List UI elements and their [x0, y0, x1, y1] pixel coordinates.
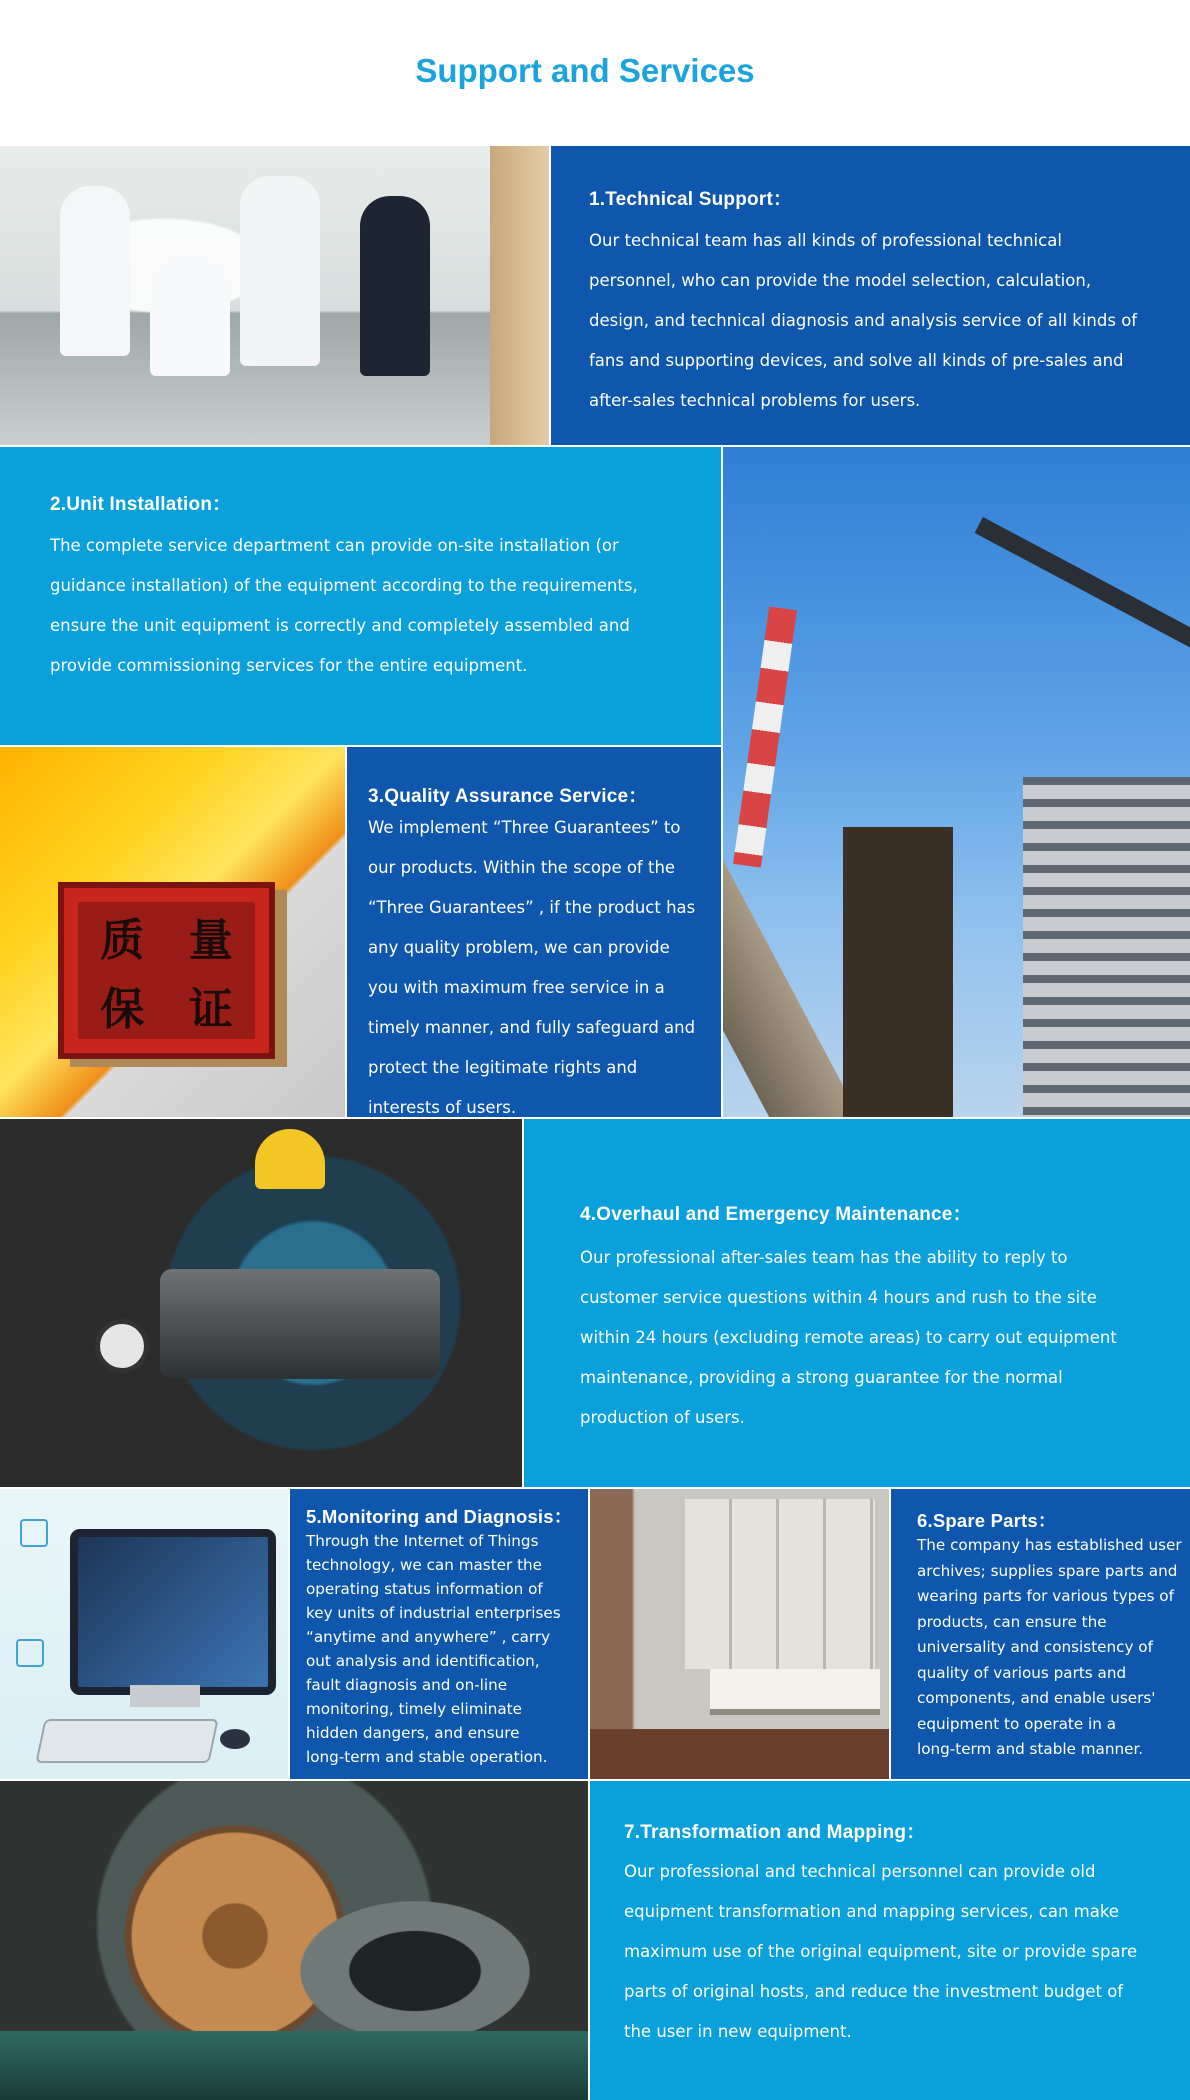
section-text-line: any quality problem, we can provide [368, 938, 670, 957]
section-text-line: key units of industrial enterprises [306, 1604, 561, 1622]
section-text-line: We implement “Three Guarantees” to [368, 818, 681, 837]
section-text-line: provide commissioning services for the entire equipment. [50, 656, 528, 675]
section-overhaul-maintenance [524, 1119, 1190, 1487]
seal-char: 量 [188, 915, 233, 967]
section-text-line: design, and technical diagnosis and analysis service of all kinds of [589, 311, 1138, 330]
section-spare-parts [891, 1489, 1190, 1779]
section-text-line: maintenance, providing a strong guarantee for the normal [580, 1368, 1063, 1387]
section-title: 4.Overhaul and Emergency Maintenance： [580, 1204, 972, 1225]
section-transformation-mapping [590, 1781, 1190, 2100]
section-monitoring-diagnosis [290, 1489, 588, 1779]
section-text-line: customer service questions within 4 hours and rush to the site [580, 1288, 1097, 1307]
section-text-line: equipment transformation and mapping services, can make [624, 1902, 1119, 1921]
section-text-line: products, can ensure the [917, 1612, 1107, 1631]
section-text-line: ensure the unit equipment is correctly and completely assembled and [50, 616, 630, 635]
seal-char: 保 [100, 983, 145, 1035]
section-text-line: The company has established user [917, 1536, 1182, 1554]
section-text-line: fault diagnosis and on-line [306, 1676, 508, 1694]
section-text-line: technology, we can master the [306, 1556, 542, 1574]
section-text-line: Through the Internet of Things [306, 1532, 539, 1550]
section-text-line: quality of various parts and [917, 1663, 1127, 1682]
section-text-line: protect the legitimate rights and [368, 1058, 638, 1077]
section-text-line: after-sales technical problems for users. [589, 391, 921, 410]
pump-casing-photo [0, 1781, 588, 2100]
computer-monitor-image [0, 1489, 288, 1779]
section-text-line: guidance installation) of the equipment according to the requirements, [50, 576, 638, 595]
section-text-line: production of users. [580, 1408, 745, 1427]
section-text-line: maximum use of the original equipment, site or provide spare [624, 1942, 1138, 1961]
archive-room-photo [590, 1489, 889, 1779]
section-text-line: long-term and stable operation. [306, 1748, 548, 1766]
section-technical-support [551, 146, 1190, 445]
section-text-line: interests of users. [368, 1098, 517, 1117]
seal-char: 证 [188, 983, 233, 1035]
section-text-line: wearing parts for various types of [917, 1587, 1174, 1605]
section-text-line: components, and enable users' [917, 1689, 1156, 1707]
quality-seal-block [58, 882, 275, 1059]
seal-char: 质 [100, 915, 145, 967]
section-text-line: “Three Guarantees” , if the product has [368, 898, 696, 917]
page-title: Support and Services [415, 52, 755, 89]
section-text-line: you with maximum free service in a [368, 978, 665, 997]
section-text-line: within 24 hours (excluding remote areas) to carry out equipment [580, 1328, 1117, 1347]
section-title: 2.Unit Installation： [50, 494, 232, 515]
section-text-line: equipment to operate in a [917, 1714, 1117, 1733]
section-text-line: our products. Within the scope of the [368, 858, 676, 877]
section-text-line: Our professional and technical personnel can provide old [624, 1862, 1096, 1881]
section-text-line: operating status information of [306, 1580, 543, 1598]
section-title: 6.Spare Parts： [917, 1510, 1057, 1531]
section-text-line: Our professional after-sales team has the ability to reply to [580, 1248, 1068, 1267]
section-text-line: long-term and stable manner. [917, 1740, 1144, 1758]
section-text-line: timely manner, and fully safeguard and [368, 1018, 696, 1037]
section-text-line: “anytime and anywhere” , carry [306, 1628, 551, 1646]
section-text-line: Our technical team has all kinds of professional technical [589, 231, 1062, 250]
section-text-line: archives; supplies spare parts and [917, 1561, 1178, 1580]
section-text-line: the user in new equipment. [624, 2022, 852, 2041]
section-quality-assurance [347, 747, 721, 1117]
section-text-line: The complete service department can provide on-site installation (or [50, 536, 619, 555]
section-text-line: universality and consistency of [917, 1638, 1153, 1656]
section-title: 7.Transformation and Mapping： [624, 1822, 926, 1843]
section-title: 3.Quality Assurance Service： [368, 786, 648, 807]
office-team-photo [0, 146, 549, 445]
section-text-line: parts of original hosts, and reduce the investment budget of [624, 1982, 1124, 2001]
section-text-line: personnel, who can provide the model selection, calculation, [589, 271, 1092, 290]
section-title: 1.Technical Support： [589, 189, 793, 210]
section-text-line: hidden dangers, and ensure [306, 1724, 520, 1742]
quality-seal-image [0, 747, 345, 1117]
monitor-screen [70, 1529, 276, 1695]
machine-maintenance-photo [0, 1119, 522, 1487]
section-unit-installation [0, 447, 721, 745]
section-title: 5.Monitoring and Diagnosis： [306, 1506, 573, 1527]
section-text-line: fans and supporting devices, and solve all kinds of pre-sales and [589, 351, 1124, 370]
section-text-line: out analysis and identification, [306, 1652, 540, 1670]
section-text-line: monitoring, timely eliminate [306, 1700, 522, 1718]
crane-chimney-photo [723, 447, 1190, 1117]
